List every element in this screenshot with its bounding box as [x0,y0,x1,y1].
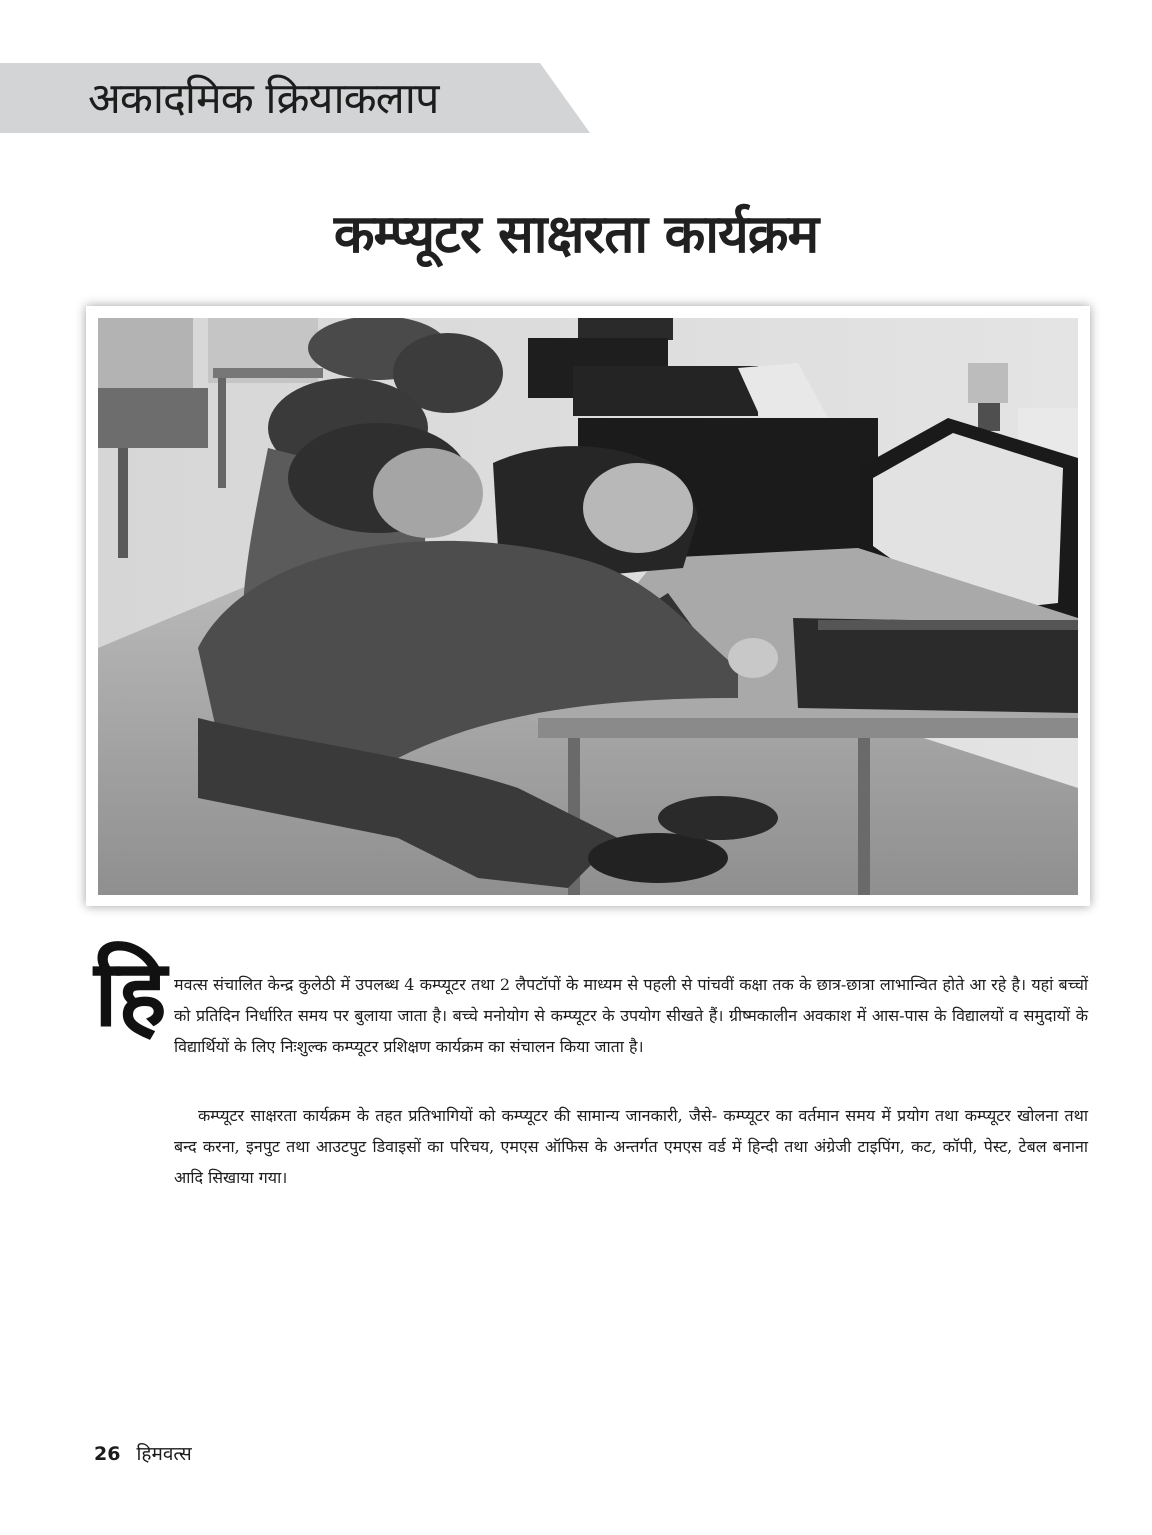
photo-frame [86,306,1090,906]
article-paragraph-1: मवत्स संचालित केन्द्र कुलेठी में उपलब्ध 4 कम्प्यूटर तथा 2 लैपटॉपों के माध्यम से पहली से पांचवीं कक्षा तक के छात्र-छात्रा लाभान्वित होते आ रहे है। यहां बच्चों को प्रतिदिन निर्धारित समय पर बुलाया जाता है। बच्चे मनोयोग से कम्प्यूटर के उपयोग सीखते हैं। ग्रीष्मकालीन अवकाश में आस-पास के विद्यालयों व समुदायों के विद्यार्थियों के लिए निःशुल्क कम्प्यूटर प्रशिक्षण कार्यक्रम का संचालन किया जाता है। [174,975,1088,1056]
publication-name: हिमवत्स [136,1443,192,1465]
section-title: अकादमिक क्रियाकलाप [88,74,439,124]
drop-cap: हि [94,939,167,1047]
article-paragraph-2: कम्प्यूटर साक्षरता कार्यक्रम के तहत प्रतिभागियों को कम्प्यूटर की सामान्य जानकारी, जैसे- कम्प्यूटर का वर्तमान समय में प्रयोग तथा कम्प्यूटर खोलना तथा बन्द करना, इनपुट तथा आउटपुट डिवाइसों का परिचय, एमएस ऑफिस के अन्तर्गत एमएस वर्ड में हिन्दी तथा अंग्रेजी टाइपिंग, कट, कॉपी, पेस्ट, टेबल बनाना आदि सिखाया गया। [174,1106,1088,1187]
article-title: कम्प्यूटर साक्षरता कार्यक्रम [333,204,819,265]
page-number: 26 [94,1443,121,1465]
page-footer [94,1440,192,1466]
classroom-photo [98,318,1078,895]
